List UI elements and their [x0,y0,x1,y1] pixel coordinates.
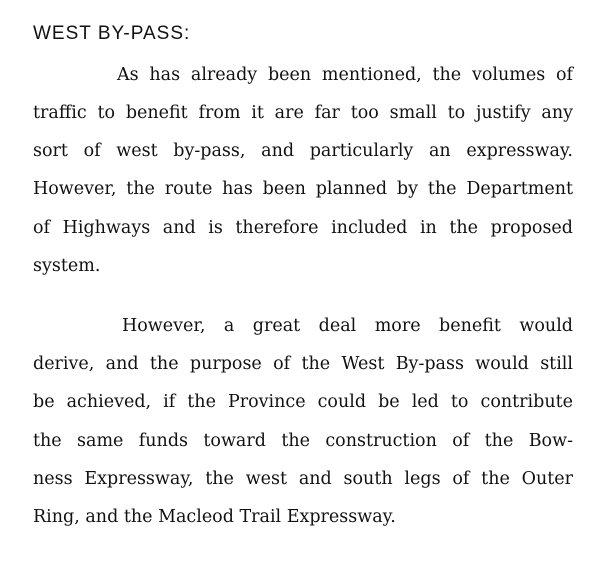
paragraph-line: As has already been mentioned, the volumes of [117,65,573,85]
paragraph-line: However, the route has been planned by the Department [33,179,573,199]
section-heading: WEST BY-PASS: [33,23,191,44]
paragraph-line: be achieved, if the Province could be led to contribute [33,392,573,412]
paragraph-line: However, a great deal more benefit would [122,316,573,336]
paragraph-line: the same funds toward the construction of the Bow- [33,431,573,451]
paragraph-line: sort of west by-pass, and particularly an expressway. [33,141,573,161]
paragraph-line: derive, and the purpose of the West By-pass would still [33,354,573,374]
paragraph-line: ness Expressway, the west and south legs of the Outer [33,469,573,489]
paragraph-line: system. [33,256,101,276]
paragraph-line: of Highways and is therefore included in the proposed [33,218,573,238]
paragraph-line: traffic to benefit from it are far too small to justify any [33,103,573,123]
paragraph-line: Ring, and the Macleod Trail Expressway. [33,507,396,527]
